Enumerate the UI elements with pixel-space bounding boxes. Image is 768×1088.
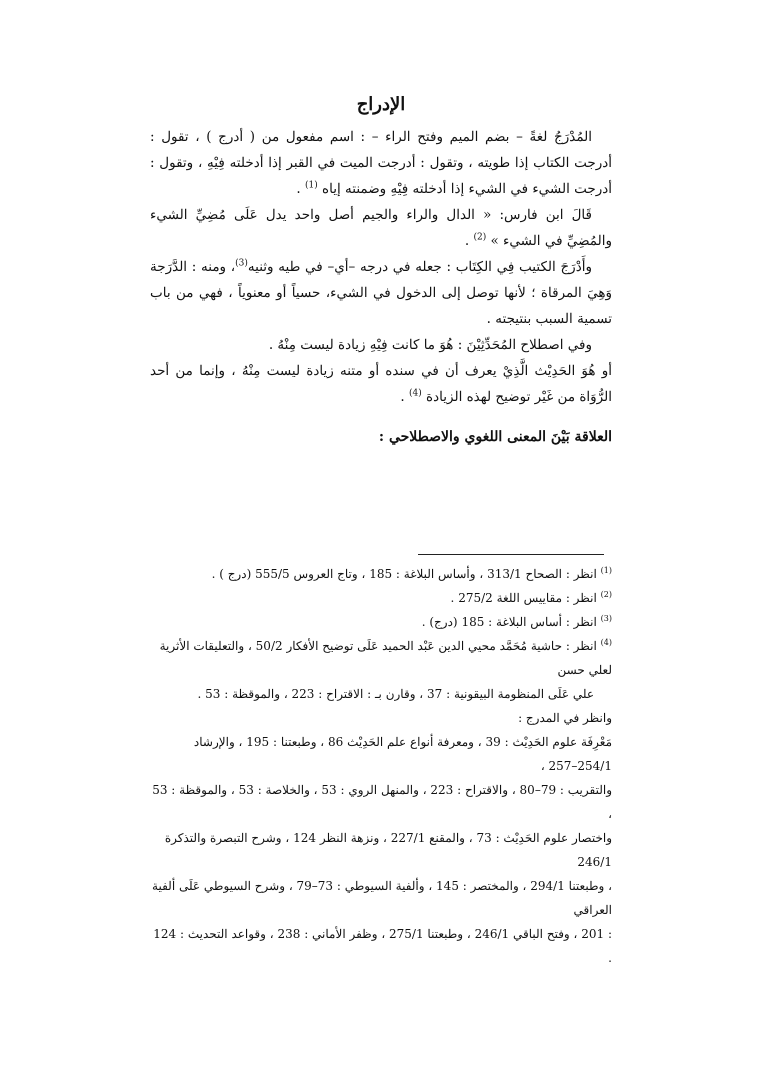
paragraph-adraja-meaning	[150, 254, 612, 332]
footnote-text: انظر : الصحاح 313/1 ، وأساس البلاغة : 185 ، وتاج العروس 555/5 (درج ) .	[211, 567, 597, 581]
footnote-number: (1)	[600, 566, 612, 575]
footnote-references: : 201 ، وفتح الباقي 246/1 ، وطبعتنا 275/1 ، وظفر الأماني : 238 ، وقواعد التحديث : 124 .	[153, 927, 612, 965]
section-subheading: العلاقة بَيْنَ المعنى اللغوي والاصطلاحي :	[378, 429, 612, 445]
paragraph-linguistic-definition	[150, 124, 612, 202]
paragraph-text: أو هُوَ الحَدِيْث الَّذِيْ يعرف أن في سنده أو متنه زيادة ليست مِنْهُ ، وإنما من أحد الرُّوَاة من غَيْر توضيح لهذه الزيادة	[150, 363, 612, 405]
footnote-number: (3)	[600, 614, 612, 623]
page-body	[150, 92, 612, 450]
footnote-item	[150, 610, 612, 634]
footnote-text: انظر : أساس البلاغة : 185 (درج) .	[421, 615, 597, 629]
footnote-item	[150, 562, 612, 586]
footnote-references: ، وطبعتنا 294/1 ، والمختصر : 145 ، وألفية السيوطي : 73–79 ، وشرح السيوطي عَلَى ألفية العراقي	[152, 879, 612, 917]
page-title: الإدراج	[356, 94, 406, 115]
footnote-separator	[418, 554, 604, 555]
paragraph-end: .	[464, 233, 474, 249]
paragraph-end: .	[400, 389, 409, 405]
paragraph-alternative-definition	[150, 358, 612, 410]
footnote-ref: (2)	[473, 232, 487, 243]
paragraph-text: وأَدْرَجَ الكتيب فِي الكِتَاب : جعله في درجه –أي– في طيه وثنيه	[247, 259, 592, 275]
footnote-number: (4)	[600, 638, 612, 647]
paragraph-end: .	[296, 181, 305, 197]
footnote-see-also: وانظر في المدرج :	[518, 711, 612, 725]
footnote-ref: (3)	[235, 258, 248, 269]
paragraph-text: المُدْرَجُ لغةً – بضم الميم وفتح الراء – : اسم مفعول من ( أدرج ) ، تقول : أدرجت الكتاب إذا طويته ، وتقول : أدرجت الميت في القبر إذا أدخلته فِيْهِ ، وتقول : أدرجت الشيء في الشيء إذا أدخلته فِيْهِ وضمنته إياه	[150, 129, 612, 197]
paragraph-text: وفي اصطلاح المُحَدِّثِيْنَ : هُوَ ما كانت فِيْهِ زيادة ليست مِنْهُ .	[268, 337, 592, 353]
footnote-item	[150, 586, 612, 610]
footnote-number: (2)	[600, 590, 612, 599]
footnote-references: والتقريب : 79–80 ، والاقتراح : 223 ، والمنهل الروي : 53 ، والخلاصة : 53 ، والموقظة : 53 ،	[152, 783, 612, 821]
footnotes	[150, 562, 612, 970]
footnote-item	[150, 634, 612, 682]
footnote-text: انظر : حاشية مُحَمَّد محيي الدين عَبْد الحميد عَلَى توضيح الأفكار 50/2 ، والتعليقات الأثرية لعلي حسن	[159, 639, 612, 677]
footnote-references: مَعْرِفَة علوم الحَدِيْث : 39 ، ومعرفة أنواع علم الحَدِيْث 86 ، وطبعتنا : 195 ، والإرشاد 254/1–257 ،	[193, 735, 612, 773]
paragraph-ibn-faris-quote	[150, 202, 612, 254]
footnote-continuation: علي عَلَى المنظومة البيقونية : 37 ، وقارن بـ : الاقتراح : 223 ، والموقظة : 53 .	[197, 687, 594, 701]
paragraph-terminology	[150, 332, 612, 358]
footnote-references: واختصار علوم الحَدِيْث : 73 ، والمقنع 227/1 ، ونزهة النظر 124 ، وشرح التبصرة والتذكرة 246/1	[164, 831, 612, 869]
footnote-ref: (1)	[304, 180, 318, 191]
footnote-ref: (4)	[408, 388, 422, 399]
paragraph-text: قَالَ ابن فارس: « الدال والراء والجيم أصل واحد يدل عَلَى مُضِيِّ الشيء والمُضِيِّ في الشيء »	[150, 207, 612, 249]
paragraph-end: ، ومنه : الدَّرَجة وَهِيَ المرقاة ؛ لأنها توصل إلى الدخول في الشيء، حسياً أو معنوياً ، فهي من باب تسمية السبب بنتيجته .	[150, 259, 612, 327]
footnote-text: انظر : مقاييس اللغة 275/2 .	[450, 591, 597, 605]
